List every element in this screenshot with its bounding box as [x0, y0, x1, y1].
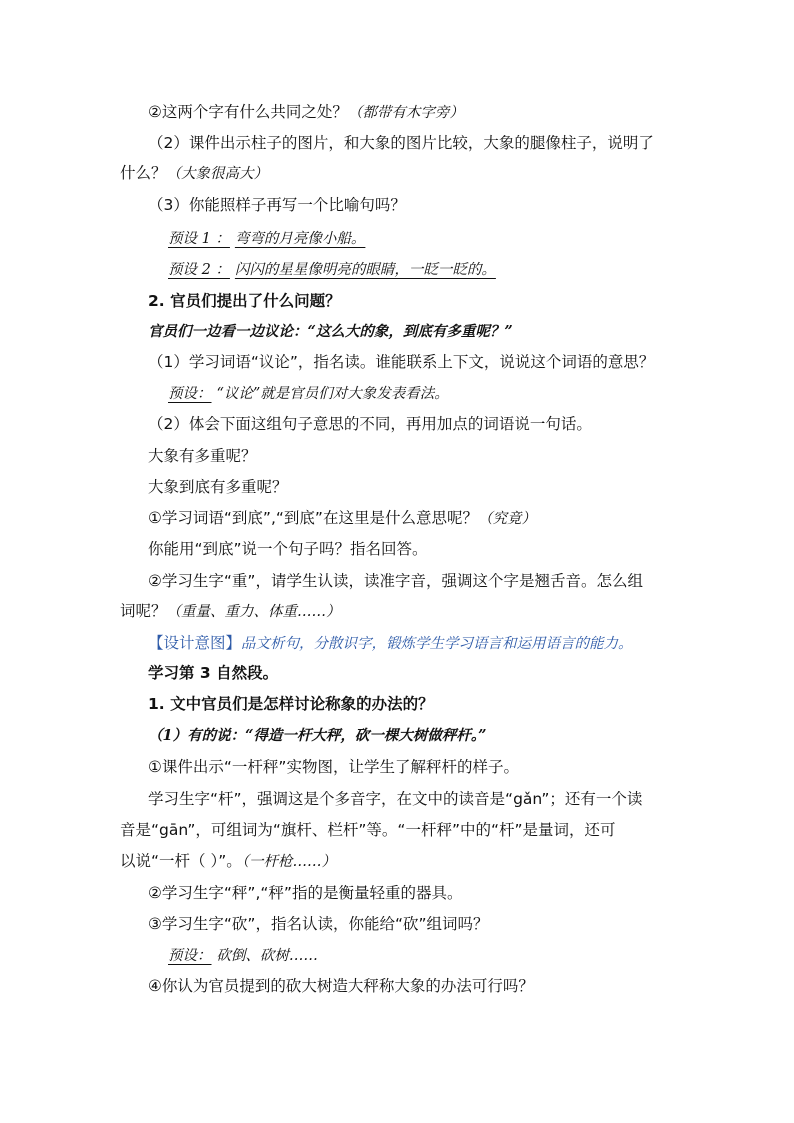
design-intent-text: 品文析句，分散识字，锻炼学生学习语言和运用语言的能力。: [241, 636, 633, 652]
paragraph-line: [148, 413, 592, 435]
paragraph-line: [148, 788, 642, 810]
paragraph-text: ④你认为官员提到的砍大树造大秤称大象的办法可行吗？: [148, 977, 534, 995]
preset-answer: 闪闪的星星像明亮的眼睛，一眨一眨的。: [234, 262, 496, 278]
paragraph-line: [148, 570, 643, 592]
paragraph-text: 以说“一杆（ ）”。: [120, 852, 242, 870]
paragraph-line: [120, 162, 268, 185]
paragraph-text: ②学习生字“重”，请学生认读，读准字音，强调这个字是翘舌音。怎么组: [148, 572, 643, 590]
section-heading: [148, 662, 278, 684]
preset-label: 预设：: [168, 948, 212, 964]
preset-label: 预设 1 ：: [168, 231, 230, 247]
paragraph-text: 音是“gān”，可组词为“旗杆、栏杆”等。“一杆秤”中的“杆”是量词，还可: [120, 821, 616, 839]
question-line: [148, 101, 464, 124]
paragraph-text: ①课件出示“一杆秤”实物图，让学生了解秤杆的样子。: [148, 758, 519, 776]
preset-answer-line: [168, 258, 496, 281]
preset-answer-line: [168, 227, 365, 250]
paragraph-text: 你能用“到底”说一个句子吗？指名回答。: [148, 540, 428, 558]
quoted-sentence: [148, 321, 513, 343]
paragraph-text: ①学习词语“到底”,“到底”在这里是什么意思呢？: [148, 509, 478, 527]
paragraph-line: [120, 600, 341, 623]
paragraph-line: [148, 507, 536, 530]
preset-answer: “议论”就是官员们对大象发表看法。: [216, 386, 449, 402]
paragraph-text: 什么？: [120, 164, 167, 182]
paragraph-line: [148, 538, 428, 560]
preset-answer-line: [168, 382, 449, 405]
paragraph-line: [120, 850, 336, 873]
paragraph-text: （2）课件出示柱子的图片，和大象的图片比较，大象的腿像柱子，说明了: [148, 134, 654, 152]
heading-text: 2. 官员们提出了什么问题？: [148, 292, 341, 310]
paragraph-text: 学习生字“杆”，强调这是个多音字，在文中的读音是“gǎn”；还有一个读: [148, 790, 643, 808]
heading-text: 1. 文中官员们是怎样讨论称象的办法的？: [148, 695, 434, 713]
paragraph-text: ③学习生字“砍”，指名认读，你能给“砍”组词吗？: [148, 915, 489, 933]
paragraph-line: [148, 351, 654, 373]
paragraph-text: 词呢？: [120, 602, 167, 620]
example-sentence: [148, 476, 288, 498]
answer-note: （重量、重力、体重……）: [166, 604, 341, 620]
answer-note: （都带有木字旁）: [347, 105, 464, 121]
preset-answer: 砍倒、砍树……: [216, 948, 318, 964]
paragraph-line: [148, 756, 519, 778]
paragraph-line: [148, 913, 489, 935]
quoted-sentence: [148, 724, 487, 747]
design-intent-label: 【设计意图】: [148, 634, 242, 652]
paragraph-line: [148, 882, 462, 904]
section-heading: [148, 290, 341, 312]
paragraph-line: [148, 975, 534, 997]
preset-answer: 弯弯的月亮像小船。: [234, 231, 366, 247]
paragraph-text: （1）学习词语“议论”，指名读。谁能联系上下文，说说这个词语的意思？: [148, 353, 655, 371]
quote-text: 官员们一边看一边议论：“这么大的象，到底有多重呢？”: [148, 323, 513, 340]
preset-label: 预设：: [168, 386, 212, 402]
answer-note: （一杆枪……）: [241, 854, 336, 870]
heading-text: 学习第 3 自然段。: [148, 664, 279, 682]
preset-label: 预设 2 ：: [168, 262, 230, 278]
paragraph-line: [148, 132, 654, 154]
question-text: ②这两个字有什么共同之处？: [148, 103, 348, 121]
question-line: [148, 194, 406, 216]
quote-text: （1）有的说：“得造一杆大秤，砍一棵大树做秤杆。”: [148, 727, 487, 744]
design-intent: [148, 632, 633, 655]
sentence-text: 大象有多重呢？: [148, 447, 257, 465]
answer-note: （究竟）: [477, 511, 536, 527]
sentence-text: 大象到底有多重呢？: [148, 478, 288, 496]
example-sentence: [148, 445, 257, 467]
answer-note: （大象很高大）: [166, 166, 269, 182]
paragraph-text: （2）体会下面这组句子意思的不同，再用加点的词语说一句话。: [148, 415, 592, 433]
paragraph-line: [120, 819, 616, 841]
question-text: （3）你能照样子再写一个比喻句吗？: [148, 196, 406, 214]
paragraph-text: ②学习生字“秤”,“秤”指的是衡量轻重的器具。: [148, 884, 463, 902]
preset-answer-line: [168, 944, 318, 967]
section-heading: [148, 693, 434, 715]
